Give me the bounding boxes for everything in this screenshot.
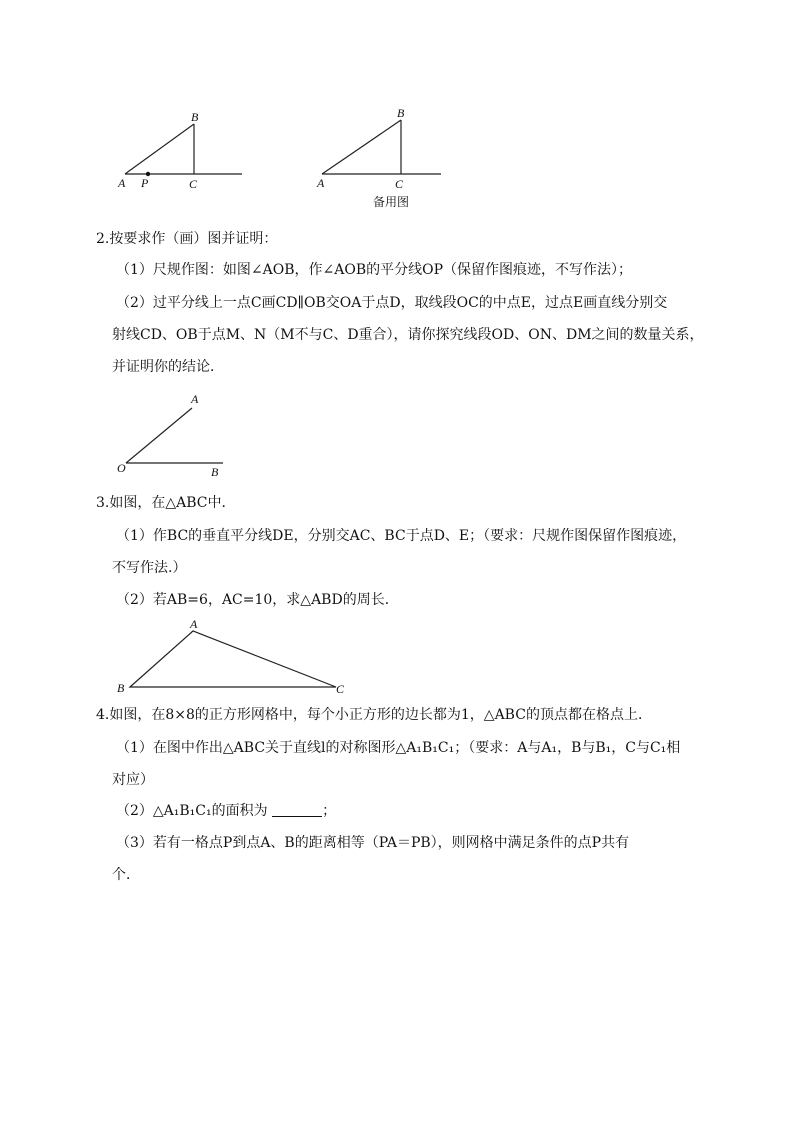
fig1-label-p: P: [141, 176, 149, 190]
answer-blank[interactable]: [272, 804, 322, 817]
q2-part2-line1: （2）过平分线上一点C画CD∥OB交OA于点D，取线段OC的中点E，过点E画直线分别交: [116, 295, 668, 311]
fig2-label-b: B: [397, 106, 405, 120]
fig4-label-c: C: [336, 682, 345, 696]
q4-part2-text: （2）△A₁B₁C₁的面积为: [116, 803, 268, 819]
q4-part2: [116, 803, 336, 820]
fig4-label-a: A: [190, 617, 198, 631]
figure-1-lines: [125, 124, 242, 174]
fig3-label-b: B: [211, 465, 219, 479]
q3-intro-text: 如图，在△ABC中．: [109, 495, 236, 511]
q3-intro: [96, 495, 236, 512]
q4-intro: [96, 707, 652, 724]
q3-part1-line2: 不写作法.）: [112, 560, 187, 576]
q3-part1-line1: （1）作BC的垂直平分线DE，分别交AC、BC于点D、E；（要求：尺规作图保留作图痕迹，: [116, 528, 687, 544]
q4-part2-end: ；: [322, 803, 337, 819]
q4-intro-text: 如图，在8×8的正方形网格中，每个小正方形的边长都为1，△ABC的顶点都在格点上．: [109, 707, 652, 723]
q4-part1-line2: 对应）: [112, 772, 154, 788]
fig2-label-c: C: [395, 177, 404, 191]
fig3-label-o: O: [117, 461, 126, 475]
figure-2-lines: [322, 120, 441, 174]
q2-intro: [96, 231, 277, 248]
q2-part2-line3: 并证明你的结论．: [112, 359, 224, 375]
q2-part2-line2: 射线CD、OB于点M、N（M不与C、D重合），请你探究线段OD、ON、DM之间的数量关系，: [112, 327, 704, 343]
q3-number: 3.: [96, 495, 110, 511]
q2-part1: （1）尺规作图：如图∠AOB，作∠AOB的平分线OP（保留作图痕迹，不写作法）；: [116, 262, 633, 278]
q2-intro-text: 按要求作（画）图并证明：: [109, 231, 278, 247]
fig1-label-b: B: [191, 110, 199, 124]
fig2-caption: 备用图: [373, 195, 410, 209]
q4-part1-line1: （1）在图中作出△ABC关于直线l的对称图形△A₁B₁C₁；（要求：A与A₁，B与B₁，C与C₁相: [116, 740, 681, 756]
fig3-label-a: A: [191, 392, 199, 406]
fig1-label-a: A: [118, 176, 126, 190]
fig1-label-c: C: [189, 177, 198, 191]
q2-number: 2.: [96, 231, 110, 247]
q4-part3-line1: （3）若有一格点P到点A、B的距离相等（PA＝PB），则网格中满足条件的点P共有: [116, 835, 630, 851]
figure-4-triangle: [130, 631, 336, 687]
fig2-label-a: A: [317, 176, 325, 190]
q4-number: 4.: [96, 707, 110, 723]
figure-3-lines: [126, 408, 223, 463]
q4-part3-line2: 个．: [112, 867, 140, 883]
fig4-label-b: B: [117, 681, 125, 695]
q3-part2: （2）若AB=6，AC=10，求△ABD的周长．: [116, 592, 399, 608]
